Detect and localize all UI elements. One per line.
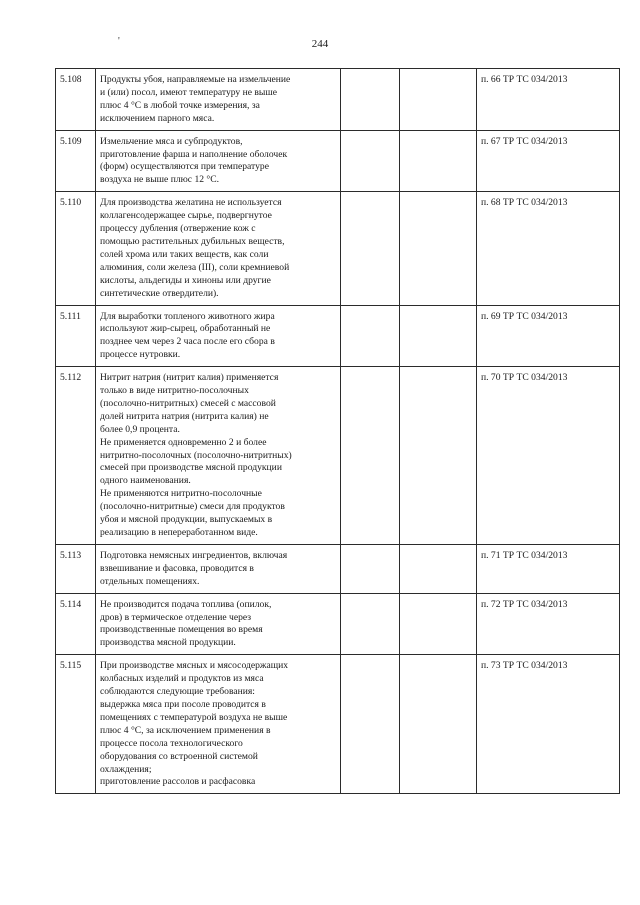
answer-no-cell[interactable] (400, 655, 477, 794)
requirement-text-line: Для производства желатина не используется (100, 197, 282, 209)
requirement-text-line: алюминия, соли железа (III), соли кремниевой (100, 261, 290, 273)
answer-no-cell[interactable] (400, 192, 477, 305)
answer-yes-cell[interactable] (341, 130, 400, 192)
requirement-text-line: соблюдаются следующие требования: (100, 686, 255, 698)
regulation-reference: п. 73 ТР ТС 034/2013 (477, 655, 620, 794)
answer-no-cell[interactable] (400, 544, 477, 593)
requirement-text-line: взвешивание и фасовка, проводится в (100, 562, 254, 574)
requirement-text-line: Измельчение мяса и субпродуктов, (100, 135, 243, 147)
requirement-text-line: одного наименования. (100, 475, 191, 487)
requirement-number: 5.111 (56, 305, 96, 367)
requirement-text-line: дров) в термическое отделение через (100, 611, 252, 623)
requirement-text-line: (форм) осуществляются при температуре (100, 161, 269, 173)
answer-yes-cell[interactable] (341, 69, 400, 131)
regulation-reference: п. 68 ТР ТС 034/2013 (477, 192, 620, 305)
requirement-text-line: более 0,9 процента. (100, 423, 180, 435)
requirement-text-line: убоя и мясной продукции, выпускаемых в (100, 514, 273, 526)
table-row (56, 305, 620, 367)
requirement-text-line: Нитрит натрия (нитрит калия) применяется (100, 372, 279, 384)
requirement-text-line: плюс 4 °С в любой точке измерения, за (100, 99, 260, 111)
requirement-text-line: коллагенсодержащее сырье, подвергнутое (100, 210, 272, 222)
requirement-number: 5.115 (56, 655, 96, 794)
requirement-text-line: Подготовка немясных ингредиентов, включая (100, 549, 288, 561)
requirement-text-line: приготовление фарша и наполнение оболочек (100, 148, 288, 160)
requirement-number: 5.110 (56, 192, 96, 305)
answer-no-cell[interactable] (400, 305, 477, 367)
requirement-text (96, 130, 341, 192)
regulation-reference: п. 66 ТР ТС 034/2013 (477, 69, 620, 131)
regulation-reference: п. 72 ТР ТС 034/2013 (477, 593, 620, 655)
requirements-table-body (56, 69, 620, 794)
page-number: 244 (311, 38, 329, 50)
requirement-text-line: кислоты, альдегиды и хиноны или другие (100, 274, 271, 286)
requirement-text (96, 655, 341, 794)
requirement-number: 5.109 (56, 130, 96, 192)
answer-no-cell[interactable] (400, 367, 477, 545)
requirement-text-line: солей хрома или таких веществ, как соли (100, 248, 269, 260)
requirement-text-line: процессу дубления (отвержение кож с (100, 223, 256, 235)
requirement-text-line: только в виде нитритно-посолочных (100, 385, 249, 397)
requirement-text-line: воздуха не выше плюс 12 °С. (100, 174, 220, 186)
answer-no-cell[interactable] (400, 593, 477, 655)
requirement-text-line: Для выработки топленого животного жира (100, 310, 275, 322)
requirement-text-line: синтетические отвердители). (100, 287, 219, 299)
requirement-text-line: Не применяется одновременно 2 и более (100, 436, 267, 448)
table-row (56, 192, 620, 305)
requirement-text-line: используют жир-сырец, обработанный не (100, 323, 271, 335)
requirement-number: 5.112 (56, 367, 96, 545)
table-row (56, 593, 620, 655)
requirement-text-line: процессе нутровки. (100, 349, 181, 361)
answer-yes-cell[interactable] (341, 655, 400, 794)
requirement-text-line: помощью растительных дубильных веществ, (100, 235, 285, 247)
requirement-text-line: реализацию в непереработанном виде. (100, 527, 258, 538)
answer-yes-cell[interactable] (341, 192, 400, 305)
regulation-reference: п. 69 ТР ТС 034/2013 (477, 305, 620, 367)
table-row (56, 69, 620, 131)
table-row (56, 544, 620, 593)
answer-yes-cell[interactable] (341, 367, 400, 545)
requirement-text-line: оборудования со встроенной системой (100, 750, 258, 762)
requirement-text-line: нитритно-посолочных (посолочно-нитритных) (100, 449, 292, 461)
corner-mark: ' (118, 36, 120, 47)
regulation-reference: п. 67 ТР ТС 034/2013 (477, 130, 620, 192)
requirement-text-line: и (или) посол, имеют температуру не выше (100, 86, 278, 98)
requirements-table (55, 68, 620, 794)
requirement-number: 5.114 (56, 593, 96, 655)
requirement-text-line: (посолочно-нитритные) смеси для продуктов (100, 501, 285, 513)
requirement-text-line: производственные помещения во время (100, 624, 263, 636)
requirement-text-line: охлаждения; (100, 763, 152, 775)
requirement-text (96, 69, 341, 131)
table-row (56, 367, 620, 545)
requirement-text (96, 544, 341, 593)
requirement-text (96, 593, 341, 655)
requirement-text-line: (посолочно-нитритных) смесей с массовой (100, 397, 276, 409)
requirement-text-line: помещениях с температурой воздуха не выше (100, 711, 288, 723)
regulation-reference: п. 71 ТР ТС 034/2013 (477, 544, 620, 593)
requirement-text-line: Продукты убоя, направляемые на измельчение (100, 74, 291, 85)
requirement-text-line: При производстве мясных и мясосодержащих (100, 660, 289, 672)
answer-yes-cell[interactable] (341, 305, 400, 367)
table-row (56, 130, 620, 192)
answer-yes-cell[interactable] (341, 544, 400, 593)
requirement-text (96, 367, 341, 545)
requirement-text-line: процессе посола технологического (100, 737, 243, 749)
requirement-text-line: Не производится подача топлива (опилок, (100, 598, 272, 610)
answer-yes-cell[interactable] (341, 593, 400, 655)
requirement-text-line: производства мясной продукции. (100, 637, 236, 649)
regulation-reference: п. 70 ТР ТС 034/2013 (477, 367, 620, 545)
requirement-text (96, 305, 341, 367)
requirement-text-line: смесей при производстве мясной продукции (100, 462, 282, 474)
requirement-text-line: позднее чем через 2 часа после его сбора в (100, 336, 275, 348)
answer-no-cell[interactable] (400, 69, 477, 131)
requirement-number: 5.113 (56, 544, 96, 593)
requirement-text (96, 192, 341, 305)
answer-no-cell[interactable] (400, 130, 477, 192)
requirement-text-line: плюс 4 °С, за исключением применения в (100, 724, 271, 736)
requirement-text-line: долей нитрита натрия (нитрита калия) не (100, 410, 269, 422)
requirement-text-line: выдержка мяса при посоле проводится в (100, 698, 266, 710)
requirement-text-line: приготовление рассолов и расфасовка (100, 776, 256, 788)
requirement-text-line: отдельных помещениях. (100, 575, 200, 587)
requirement-text-line: Не применяются нитритно-посолочные (100, 488, 262, 500)
table-row (56, 655, 620, 794)
requirement-text-line: исключением парного мяса. (100, 112, 215, 124)
requirement-text-line: колбасных изделий и продуктов из мяса (100, 673, 264, 685)
requirement-number: 5.108 (56, 69, 96, 131)
